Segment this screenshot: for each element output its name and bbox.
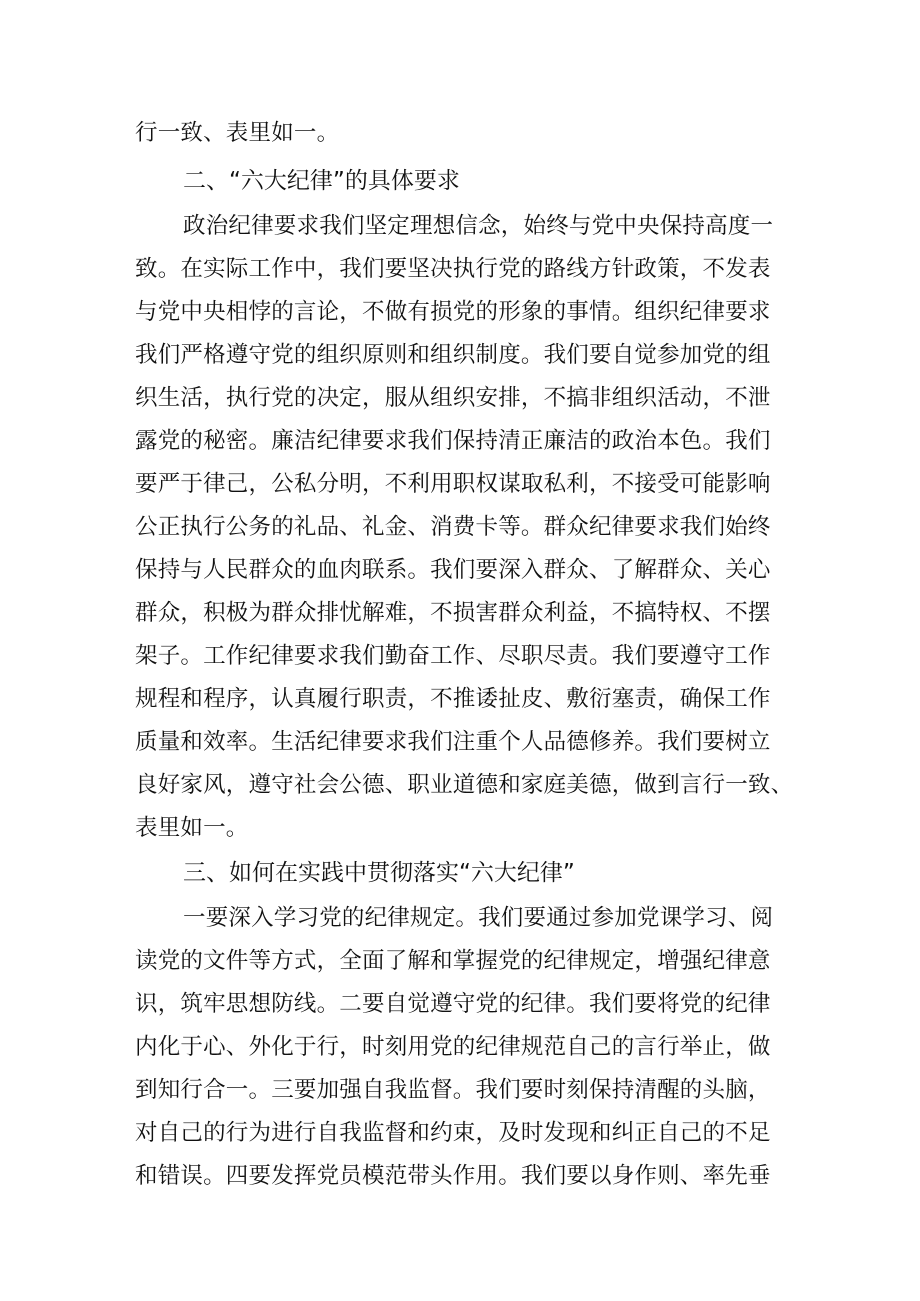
section-3-line: 内化于心、外化于行，时刻用党的纪律规范自己的言行举止，做 <box>135 1034 771 1060</box>
section-2-line: 露党的秘密。廉洁纪律要求我们保持清正廉洁的政治本色。我们 <box>135 428 771 454</box>
section-2-line: 表里如一。 <box>135 815 249 841</box>
section-2-line: 我们严格遵守党的组织原则和组织制度。我们要自觉参加党的组 <box>135 342 771 368</box>
section-2-line: 架子。工作纪律要求我们勤奋工作、尽职尽责。我们要遵守工作 <box>135 643 771 669</box>
section-3-line: 读党的文件等方式，全面了解和掌握党的纪律规定，增强纪律意 <box>135 948 771 974</box>
section-2-line: 规程和程序，认真履行职责，不推诿扯皮、敷衍塞责，确保工作 <box>135 686 771 712</box>
section-2-line: 政治纪律要求我们坚定理想信念，始终与党中央保持高度一 <box>183 213 774 239</box>
section-2-line: 良好家风，遵守社会公德、职业道德和家庭美德，做到言行一致、 <box>135 772 794 798</box>
section-3-line: 一要深入学习党的纪律规定。我们要通过参加党课学习、阅 <box>183 905 774 931</box>
carryover-text-line: 行一致、表里如一。 <box>135 120 340 146</box>
section-3-heading: 三、如何在实践中贯彻落实“六大纪律” <box>183 860 575 886</box>
section-3-line: 识，筑牢思想防线。二要自觉遵守党的纪律。我们要将党的纪律 <box>135 991 771 1017</box>
section-2-line: 织生活，执行党的决定，服从组织安排，不搞非组织活动，不泄 <box>135 385 771 411</box>
section-2-line: 要严于律己，公私分明，不利用职权谋取私利，不接受可能影响 <box>135 471 771 497</box>
section-3-line: 到知行合一。三要加强自我监督。我们要时刻保持清醒的头脑， <box>135 1077 771 1103</box>
section-2-heading: 二、“六大纪律”的具体要求 <box>183 168 460 194</box>
section-3-line: 和错误。四要发挥党员模范带头作用。我们要以身作则、率先垂 <box>135 1163 771 1189</box>
section-2-line: 保持与人民群众的血肉联系。我们要深入群众、了解群众、关心 <box>135 557 771 583</box>
section-2-line: 与党中央相悖的言论，不做有损党的形象的事情。组织纪律要求 <box>135 299 771 325</box>
section-2-line: 质量和效率。生活纪律要求我们注重个人品德修养。我们要树立 <box>135 729 771 755</box>
section-2-line: 群众，积极为群众排忧解难，不损害群众利益，不搞特权、不摆 <box>135 600 771 626</box>
section-2-line: 致。在实际工作中，我们要坚决执行党的路线方针政策，不发表 <box>135 256 771 282</box>
section-2-line: 公正执行公务的礼品、礼金、消费卡等。群众纪律要求我们始终 <box>135 514 771 540</box>
section-3-line: 对自己的行为进行自我监督和约束，及时发现和纠正自己的不足 <box>135 1120 771 1146</box>
